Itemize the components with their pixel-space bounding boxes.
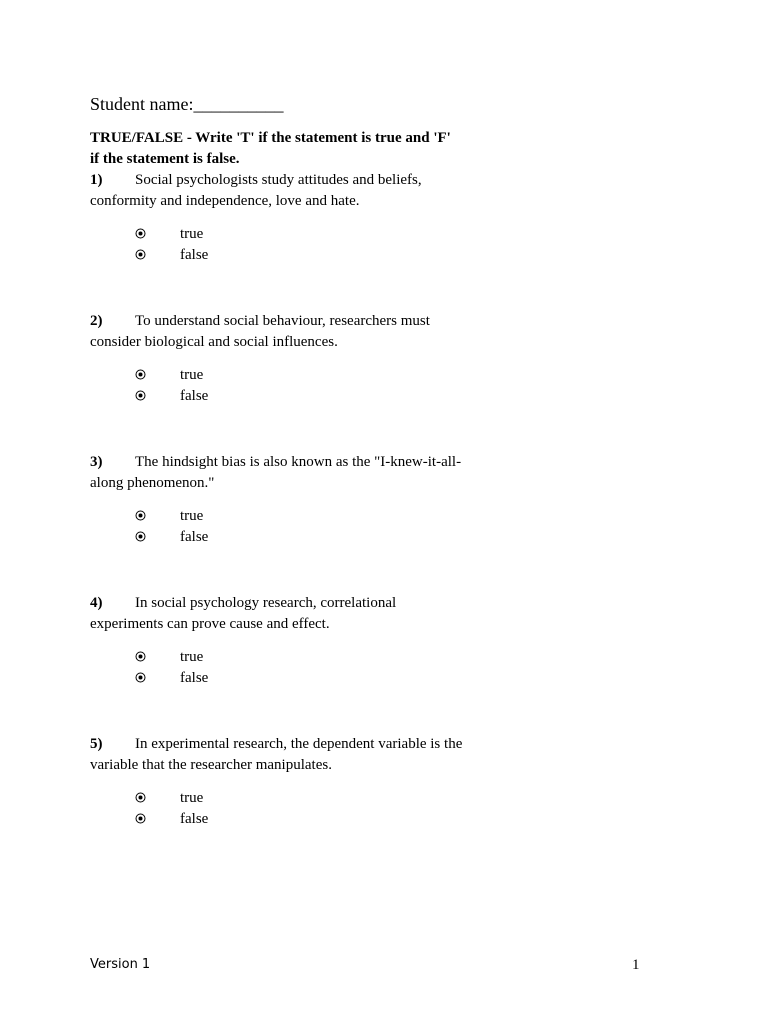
footer-version: Version 1 bbox=[90, 957, 151, 972]
question-number: 2) bbox=[90, 313, 103, 329]
option-label: false bbox=[180, 246, 209, 263]
question-text-line-1: Social psychologists study attitudes and beliefs, bbox=[135, 172, 422, 188]
student-name-line bbox=[90, 92, 283, 116]
question-text-line-1: In experimental research, the dependent variable is the bbox=[135, 736, 463, 752]
question-4 bbox=[90, 593, 480, 634]
option-label: false bbox=[180, 669, 209, 686]
student-name-blank[interactable]: __________ bbox=[193, 94, 284, 114]
question-number: 4) bbox=[90, 595, 103, 611]
radio-button-icon[interactable] bbox=[135, 369, 146, 380]
question-text-line-1: The hindsight bias is also known as the "I-knew-it-all- bbox=[135, 454, 462, 470]
radio-button-icon[interactable] bbox=[135, 651, 146, 662]
instructions bbox=[90, 128, 475, 170]
instructions-line-2: if the statement is false. bbox=[90, 151, 240, 167]
question-text-line-2: conformity and independence, love and hate. bbox=[90, 192, 360, 209]
radio-button-icon[interactable] bbox=[135, 792, 146, 803]
radio-button-icon[interactable] bbox=[135, 672, 146, 683]
radio-button-icon[interactable] bbox=[135, 249, 146, 260]
question-3 bbox=[90, 452, 480, 493]
question-5 bbox=[90, 734, 480, 775]
question-number: 3) bbox=[90, 454, 103, 470]
question-text-line-1: In social psychology research, correlational bbox=[135, 595, 397, 611]
question-number: 1) bbox=[90, 172, 103, 188]
radio-button-icon[interactable] bbox=[135, 390, 146, 401]
radio-button-icon[interactable] bbox=[135, 510, 146, 521]
option-label: false bbox=[180, 387, 209, 404]
option-label: false bbox=[180, 528, 209, 545]
question-2 bbox=[90, 311, 480, 352]
option-label: true bbox=[180, 508, 204, 524]
option-label: true bbox=[180, 790, 204, 806]
question-text-line-1: To understand social behaviour, researchers must bbox=[135, 313, 430, 329]
footer-page-number: 1 bbox=[632, 957, 640, 973]
question-text-line-2: variable that the researcher manipulates. bbox=[90, 756, 332, 773]
radio-button-icon[interactable] bbox=[135, 531, 146, 542]
question-text-line-2: experiments can prove cause and effect. bbox=[90, 615, 330, 632]
option-label: true bbox=[180, 226, 204, 242]
question-text-line-2: along phenomenon." bbox=[90, 474, 215, 491]
question-1 bbox=[90, 170, 480, 211]
radio-button-icon[interactable] bbox=[135, 813, 146, 824]
option-label: true bbox=[180, 649, 204, 665]
question-text-line-2: consider biological and social influences. bbox=[90, 333, 338, 350]
option-label: false bbox=[180, 810, 209, 827]
option-label: true bbox=[180, 367, 204, 383]
instructions-line-1: TRUE/FALSE - Write 'T' if the statement is true and 'F' bbox=[90, 130, 451, 146]
question-number: 5) bbox=[90, 736, 103, 752]
radio-button-icon[interactable] bbox=[135, 228, 146, 239]
student-name-label: Student name: bbox=[90, 94, 194, 114]
